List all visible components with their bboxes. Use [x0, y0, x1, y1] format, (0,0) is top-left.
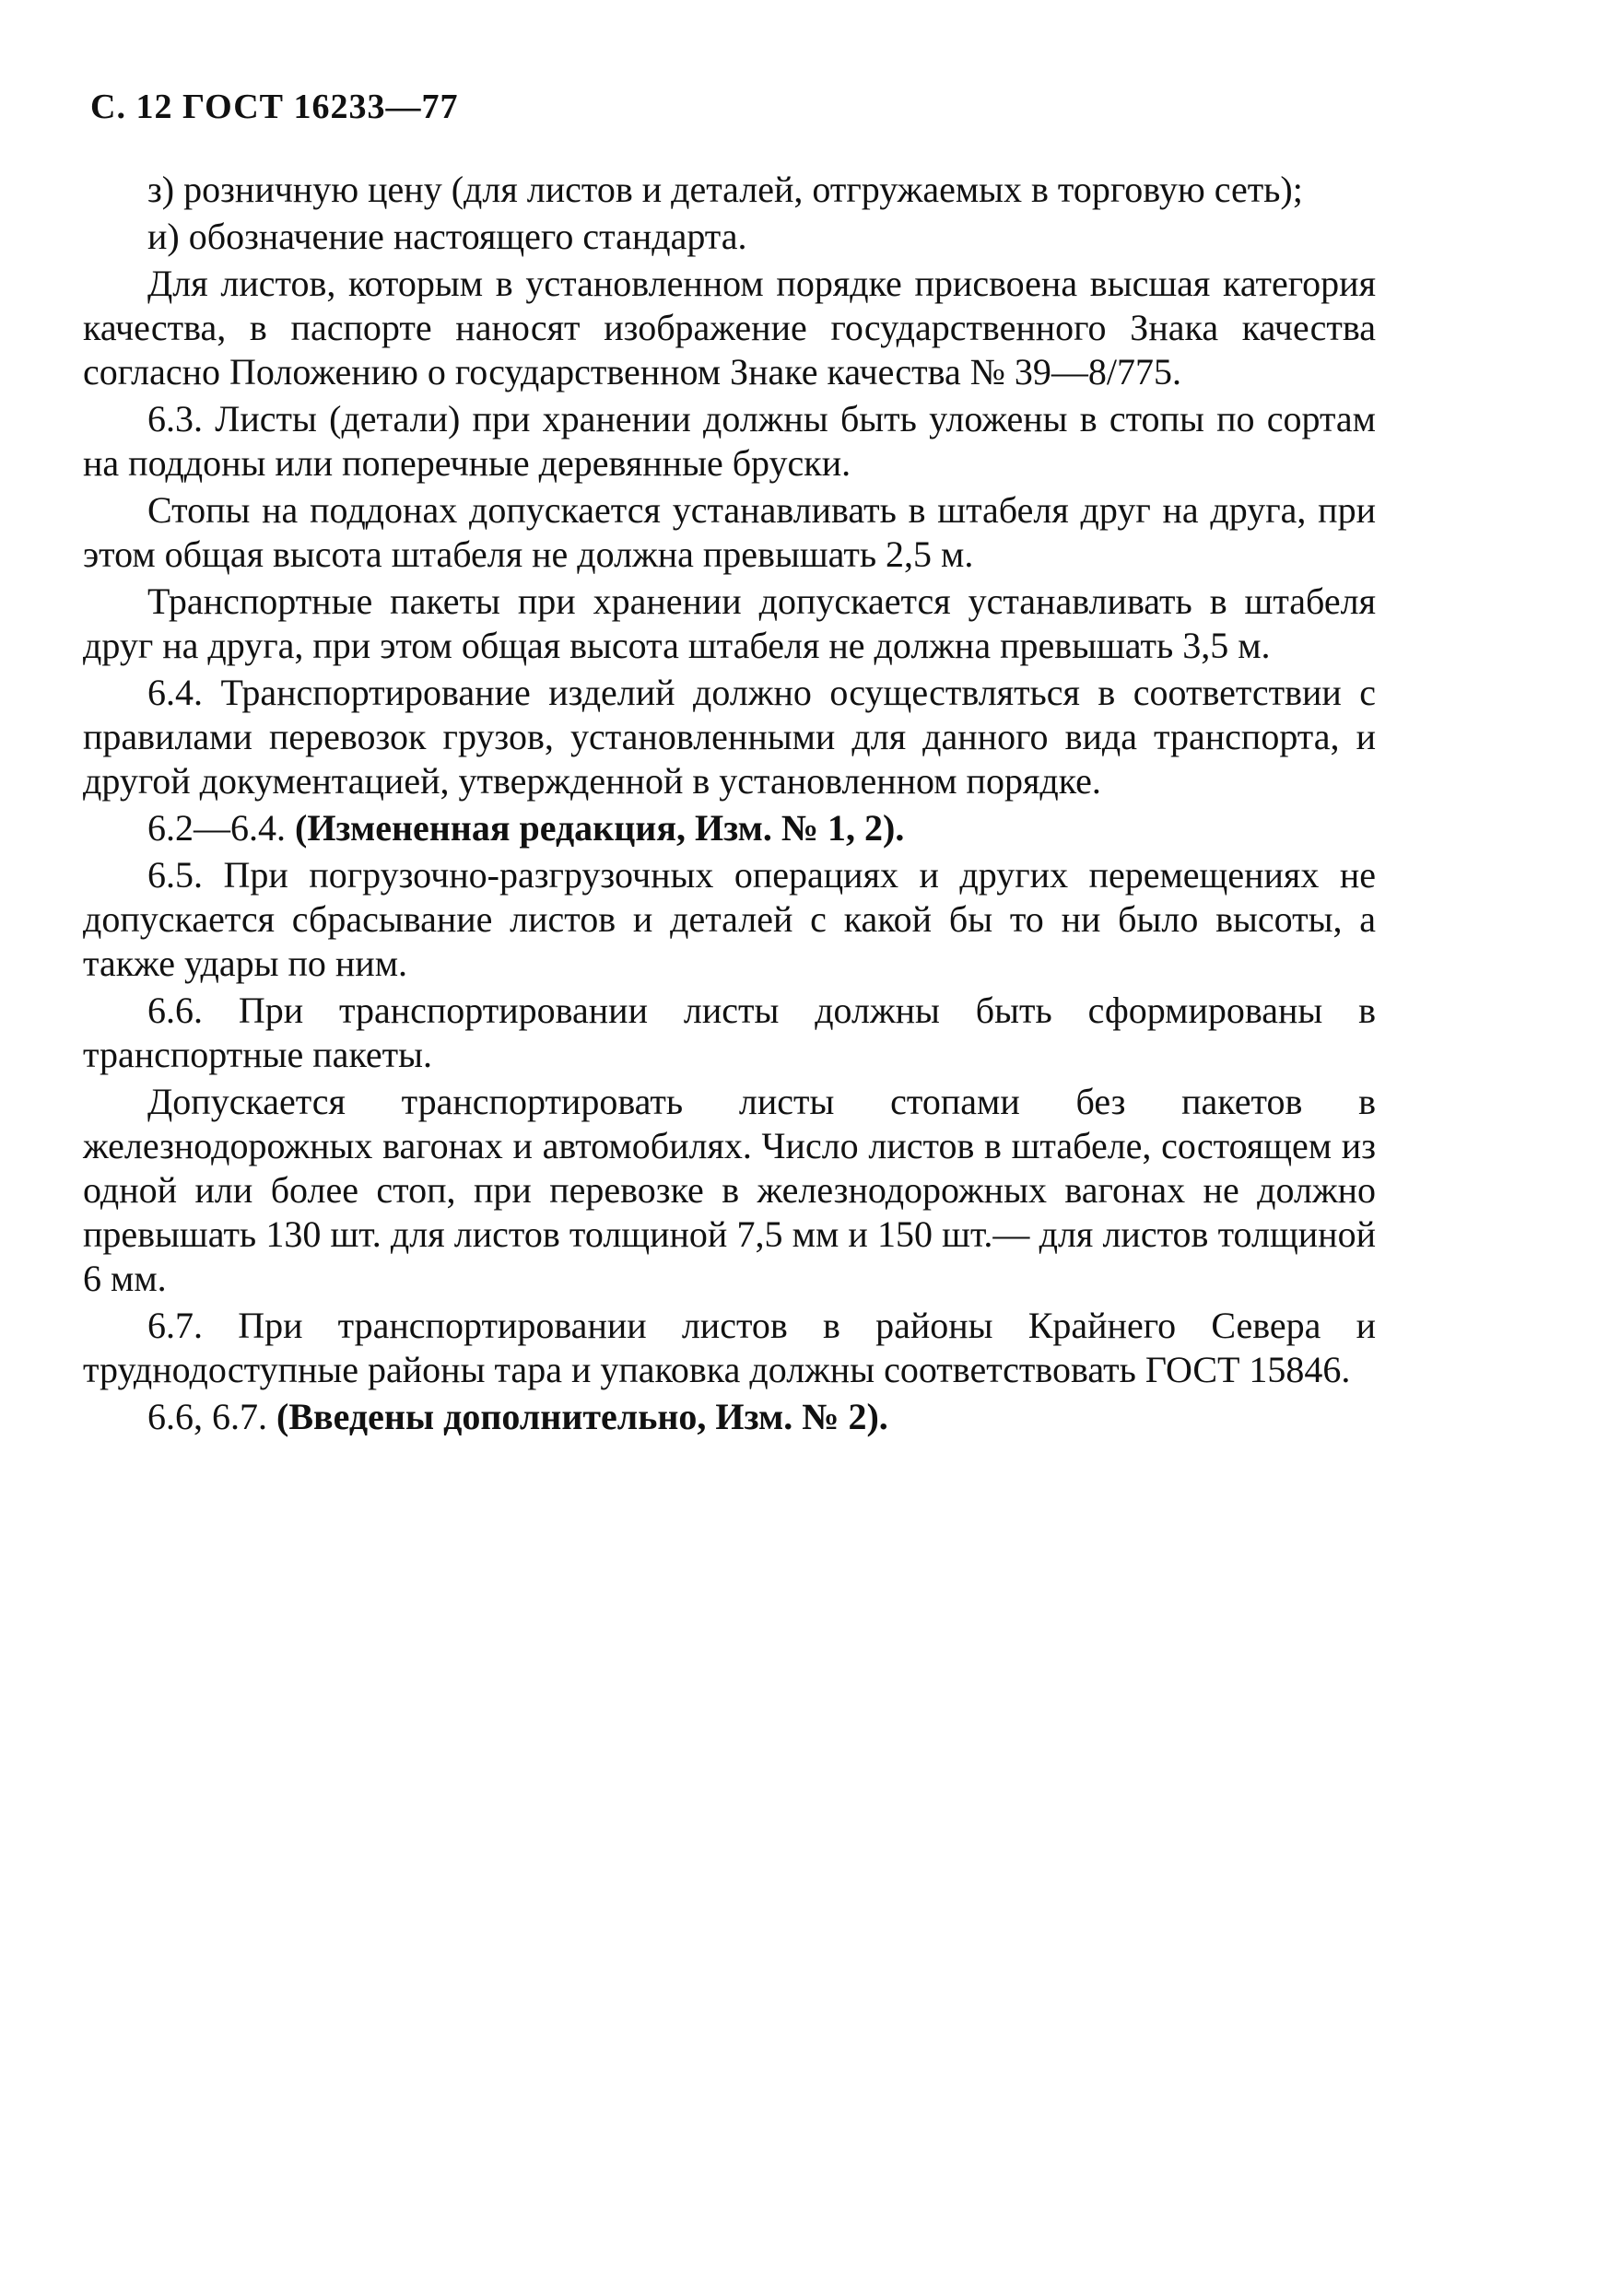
quality-mark-paragraph: Для листов, которым в установленном порядке присвоена высшая категория качества, в паспорте наносят изображение государственного Знака качества согласно Положению о государственном Знаке качества № 39—8/775.: [83, 263, 1376, 392]
page-header: С. 12 ГОСТ 16233—77: [90, 88, 459, 126]
transport-packs-paragraph: Транспортные пакеты при хранении допускается устанавливать в штабеля друг на друга, при этом общая высота штабеля не должна превышать 3,5 м.: [83, 580, 1376, 666]
amendment-note-1-text: (Измененная редакция, Изм. № 1, 2).: [295, 807, 905, 849]
amendment-note-2: [83, 1395, 1376, 1439]
amendment-note-1-prefix: 6.2—6.4.: [147, 807, 286, 849]
clause-6-3: 6.3. Листы (детали) при хранении должны быть уложены в стопы по сортам на поддоны или поперечные деревянные бруски.: [83, 398, 1376, 484]
clause-6-5: 6.5. При погрузочно-разгрузочных операциях и других перемещениях не допускается сбрасывание листов и деталей с какой бы то ни было высоты, а также удары по ним.: [83, 854, 1376, 984]
clause-6-7: 6.7. При транспортировании листов в районы Крайнего Севера и труднодоступные районы тара и упаковка должны соответствовать ГОСТ 15846.: [83, 1305, 1376, 1390]
amendment-note-2-text: (Введены дополнительно, Изм. № 2).: [276, 1396, 888, 1437]
clause-6-6: 6.6. При транспортировании листы должны быть сформированы в транспортные пакеты.: [83, 990, 1376, 1075]
item-i-standard-designation: и) обозначение настоящего стандарта.: [147, 216, 747, 257]
clause-6-4: 6.4. Транспортирование изделий должно осуществляться в соответствии с правилами перевозок грузов, установленными для данного вида транспорта, и другой документацией, утвержденной в установленном порядке.: [83, 672, 1376, 802]
amendment-note-1: [83, 806, 1376, 850]
document-body: [83, 168, 1376, 1442]
amendment-note-2-prefix: 6.6, 6.7.: [147, 1396, 267, 1437]
stacks-without-packs-paragraph: Допускается транспортировать листы стопами без пакетов в железнодорожных вагонах и автомобилях. Число листов в штабеле, состоящем из одной или более стоп, при перевозке в железнодорожных вагонах не должно превышать 130 шт. для листов толщиной 7,5 мм и 150 шт.— для листов толщиной 6 мм.: [83, 1081, 1376, 1299]
pallet-stacks-paragraph: Стопы на поддонах допускается устанавливать в штабеля друг на друга, при этом общая высота штабеля не должна превышать 2,5 м.: [83, 489, 1376, 575]
item-z-retail-price: з) розничную цену (для листов и деталей, отгружаемых в торговую сеть);: [147, 169, 1303, 210]
